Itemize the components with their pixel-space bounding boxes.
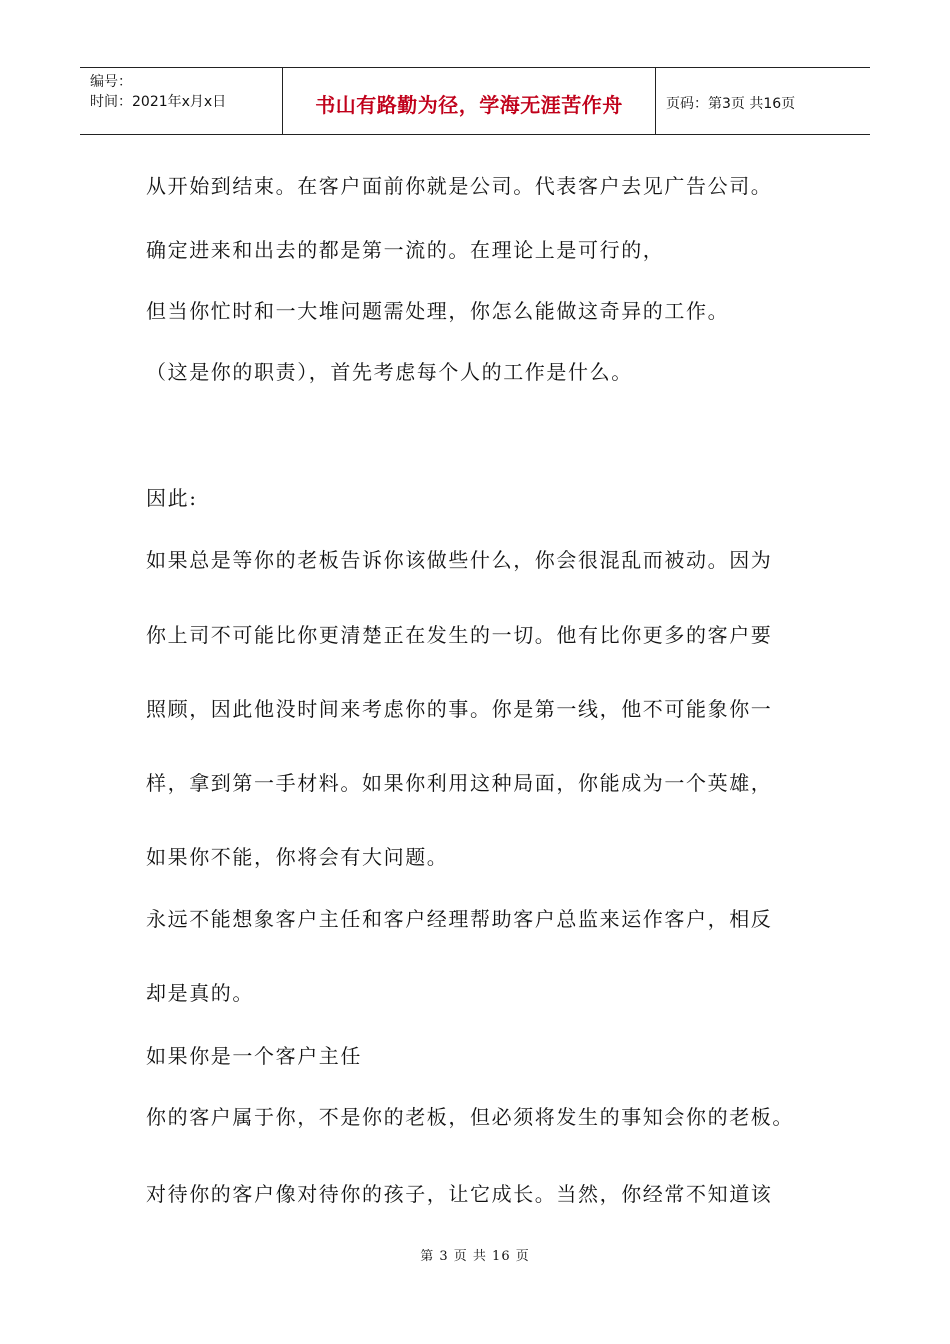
body-line: 从开始到结束。在客户面前你就是公司。代表客户去见广告公司。 [146,174,773,198]
body-line: 永远不能想象客户主任和客户经理帮助客户总监来运作客户，相反 [146,907,773,931]
header-meta-cell [80,68,282,134]
header-motto-cell [282,68,656,134]
body-line: 因此: [146,486,198,510]
document-date: 时间：2021年x月x日 [90,94,227,110]
document-number-label: 编号： [90,74,132,90]
header-motto: 书山有路勤为径，学海无涯苦作舟 [315,92,623,117]
body-line: 确定进来和出去的都是第一流的。在理论上是可行的， [146,238,665,262]
body-line: 样，拿到第一手材料。如果你利用这种局面，你能成为一个英雄， [146,771,773,795]
body-line: 却是真的。 [146,981,254,1005]
body-line: 如果总是等你的老板告诉你该做些什么，你会很混乱而被动。因为 [146,548,773,572]
body-line: 如果你是一个客户主任 [146,1044,362,1068]
page-footer: 第 3 页 共 16 页 [420,1249,530,1264]
header-page-info: 页码：第3页 共16页 [666,96,796,112]
document-header [80,67,870,135]
body-line: 但当你忙时和一大堆问题需处理，你怎么能做这奇异的工作。 [146,299,730,323]
header-page-cell [656,68,870,134]
body-line: 你上司不可能比你更清楚正在发生的一切。他有比你更多的客户要 [146,623,773,647]
body-line: （这是你的职责），首先考虑每个人的工作是什么。 [146,360,633,384]
body-line: 如果你不能，你将会有大问题。 [146,845,449,869]
body-line: 对待你的客户像对待你的孩子，让它成长。当然，你经常不知道该 [146,1182,773,1206]
body-line: 照顾，因此他没时间来考虑你的事。你是第一线，他不可能象你一 [146,697,773,721]
body-line: 你的客户属于你，不是你的老板，但必须将发生的事知会你的老板。 [146,1105,794,1129]
